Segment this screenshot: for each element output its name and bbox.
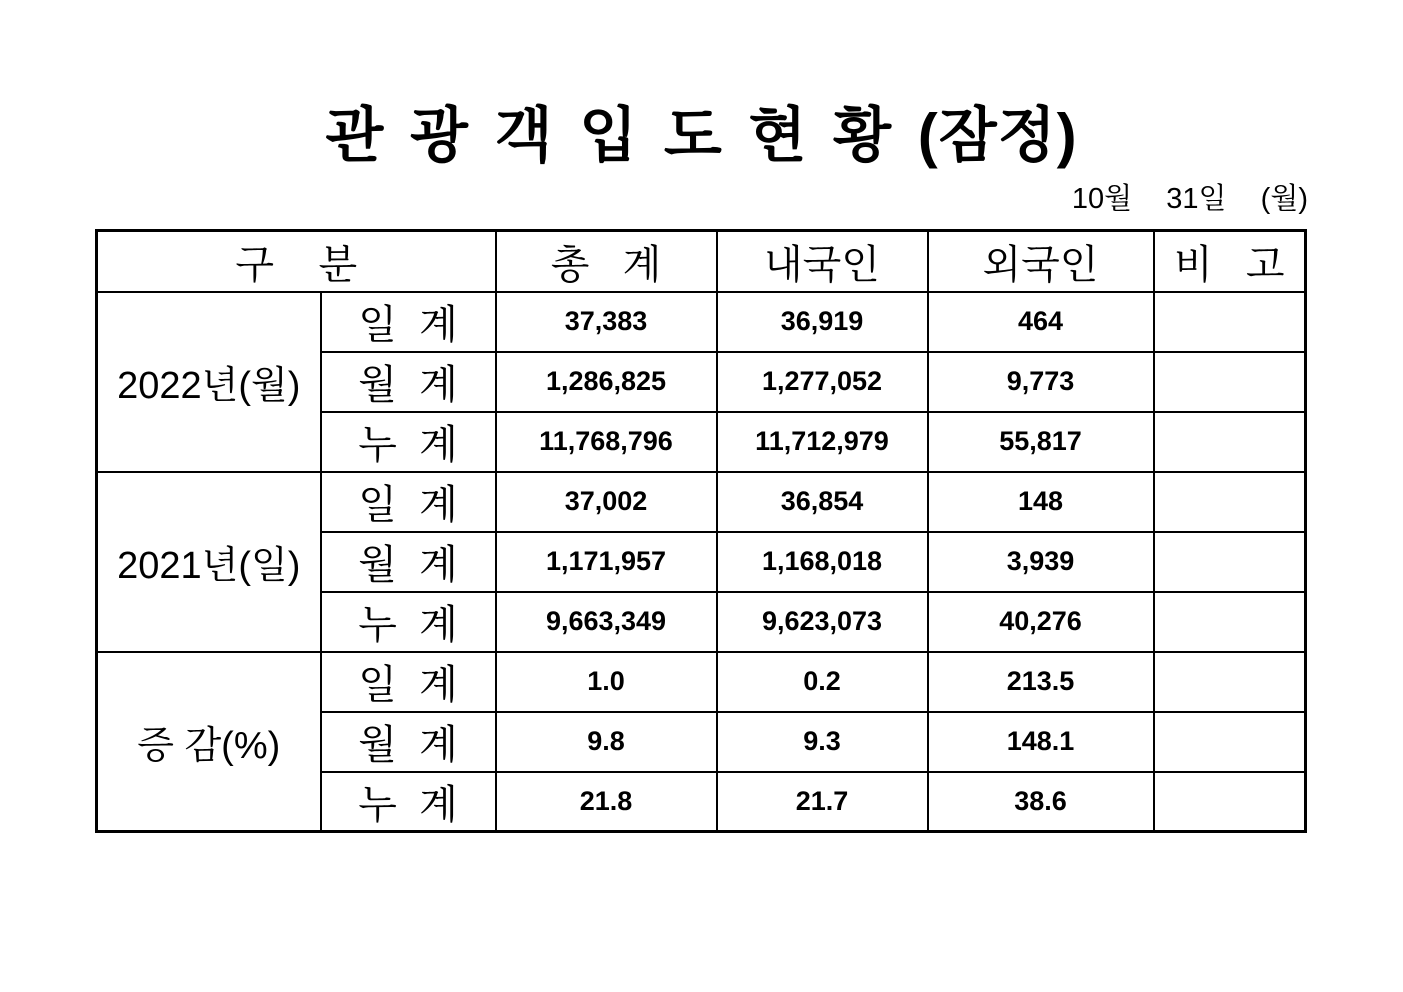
value-domestic: 11,712,979 [717,412,928,472]
value-foreign: 148 [928,472,1154,532]
header-remarks: 비 고 [1154,231,1306,292]
remarks-cell [1154,352,1306,412]
stat-row [97,292,1306,352]
remarks-cell [1154,712,1306,772]
remarks-cell [1154,292,1306,352]
value-domestic: 9.3 [717,712,928,772]
value-foreign: 40,276 [928,592,1154,652]
value-foreign: 213.5 [928,652,1154,712]
tourist-arrivals-table [95,229,1307,833]
page-title: 관 광 객 입 도 현 황 (잠정) [325,102,1078,169]
remarks-cell [1154,592,1306,652]
value-foreign: 9,773 [928,352,1154,412]
remarks-cell [1154,772,1306,832]
value-foreign: 38.6 [928,772,1154,832]
group-2022-label: 2022년(월) [97,292,321,472]
row-label-cumulative: 누 계 [321,412,496,472]
value-domestic: 0.2 [717,652,928,712]
row-label-cumulative: 누 계 [321,592,496,652]
header-row [97,231,1306,292]
row-label-daily: 일 계 [321,472,496,532]
value-total: 21.8 [496,772,717,832]
stat-row [97,652,1306,712]
value-total: 1,171,957 [496,532,717,592]
value-domestic: 36,854 [717,472,928,532]
value-foreign: 464 [928,292,1154,352]
value-foreign: 55,817 [928,412,1154,472]
value-foreign: 3,939 [928,532,1154,592]
value-domestic: 9,623,073 [717,592,928,652]
value-total: 37,002 [496,472,717,532]
row-label-cumulative: 누 계 [321,772,496,832]
group-2021-label: 2021년(일) [97,472,321,652]
stat-row [97,472,1306,532]
value-foreign: 148.1 [928,712,1154,772]
value-total: 9,663,349 [496,592,717,652]
remarks-cell [1154,532,1306,592]
header-foreign: 외국인 [928,231,1154,292]
value-total: 11,768,796 [496,412,717,472]
row-label-daily: 일 계 [321,292,496,352]
header-total: 총 계 [496,231,717,292]
row-label-monthly: 월 계 [321,712,496,772]
report-date: 10월 31일 (월) [1071,183,1308,215]
remarks-cell [1154,412,1306,472]
value-total: 1.0 [496,652,717,712]
value-domestic: 1,277,052 [717,352,928,412]
group-change-label: 증 감(%) [97,652,321,832]
value-total: 1,286,825 [496,352,717,412]
row-label-monthly: 월 계 [321,532,496,592]
value-domestic: 21.7 [717,772,928,832]
row-label-daily: 일 계 [321,652,496,712]
header-category: 구 분 [97,231,496,292]
value-total: 37,383 [496,292,717,352]
row-label-monthly: 월 계 [321,352,496,412]
value-domestic: 1,168,018 [717,532,928,592]
remarks-cell [1154,652,1306,712]
value-total: 9.8 [496,712,717,772]
remarks-cell [1154,472,1306,532]
header-domestic: 내국인 [717,231,928,292]
value-domestic: 36,919 [717,292,928,352]
